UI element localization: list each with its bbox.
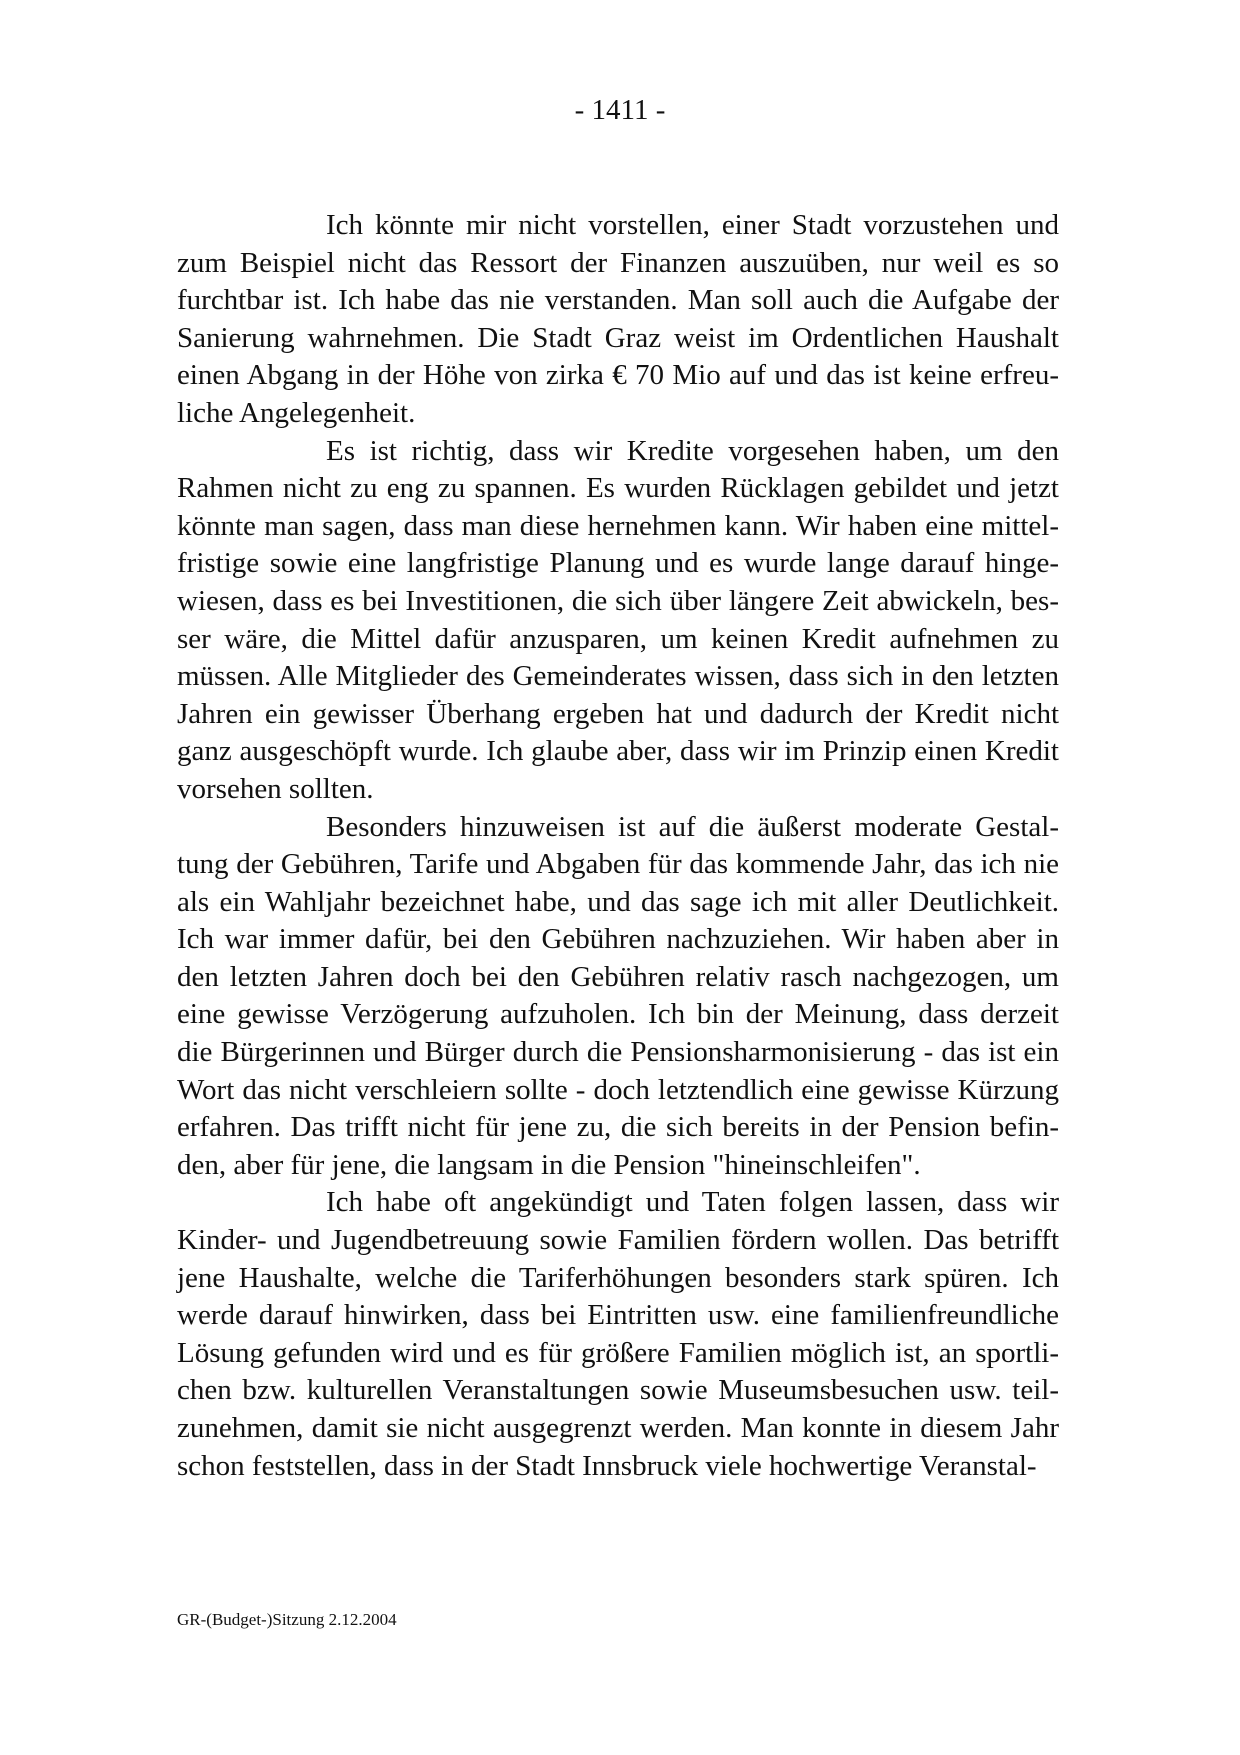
page-footer: GR-(Budget-)Sitzung 2.12.2004 [177, 1610, 397, 1629]
paragraph: Ich habe oft angekündigt und Taten folgen lassen, dass wir Kinder- und Jugendbetreuung sowie Familien fördern wollen. Das betrifft jene Haushalte, welche die Tariferhöhungen besonders stark spüren. Ich werde darauf hinwirken, dass bei Eintritten usw. eine familienfreundliche Lösung gefunden wird und es für größere Familien möglich ist, an sportlichen bzw. kulturellen Veranstaltungen sowie Museumsbesuchen usw. teilzunehmen, damit sie nicht ausgegrenzt werden. Man konnte in diesem Jahr schon feststellen, dass in der Stadt Innsbruck viele hochwertige Veranstal- [177, 1186, 1059, 1482]
document-body [177, 207, 1059, 1485]
paragraph: Ich könnte mir nicht vorstellen, einer Stadt vorzustehen und zum Beispiel nicht das Ressort der Finanzen auszuüben, nur weil es so furchtbar ist. Ich habe das nie verstanden. Man soll auch die Aufgabe der Sanierung wahrnehmen. Die Stadt Graz weist im Ordentlichen Haushalt einen Abgang in der Höhe von zirka € 70 Mio auf und das ist keine erfreuliche Angelegenheit. [177, 209, 1059, 429]
paragraph: Besonders hinzuweisen ist auf die äußerst moderate Gestaltung der Gebühren, Tarife und Abgaben für das kommende Jahr, das ich nie als ein Wahljahr bezeichnet habe, und das sage ich mit aller Deutlichkeit. Ich war immer dafür, bei den Gebühren nachzuziehen. Wir haben aber in den letzten Jahren doch bei den Gebühren relativ rasch nachgezogen, um eine gewisse Verzögerung aufzuholen. Ich bin der Meinung, dass derzeit die Bürgerinnen und Bürger durch die Pensionsharmonisierung - das ist ein Wort das nicht verschleiern sollte - doch letztendlich eine gewisse Kürzung erfahren. Das trifft nicht für jene zu, die sich bereits in der Pension befinden, aber für jene, die langsam in die Pension "hineinschleifen". [177, 810, 1059, 1181]
paragraph: Es ist richtig, dass wir Kredite vorgesehen haben, um den Rahmen nicht zu eng zu spannen. Es wurden Rücklagen gebildet und jetzt könnte man sagen, dass man diese hernehmen kann. Wir haben eine mittelfristige sowie eine langfristige Planung und es wurde lange darauf hingewiesen, dass es bei Investitionen, die sich über längere Zeit abwickeln, besser wäre, die Mittel dafür anzusparen, um keinen Kredit aufnehmen zu müssen. Alle Mitglieder des Gemeinderates wissen, dass sich in den letzten Jahren ein gewisser Überhang ergeben hat und dadurch der Kredit nicht ganz ausgeschöpft wurde. Ich glaube aber, dass wir im Prinzip einen Kredit vorsehen sollten. [177, 434, 1059, 805]
page-number: - 1411 - [574, 94, 666, 126]
